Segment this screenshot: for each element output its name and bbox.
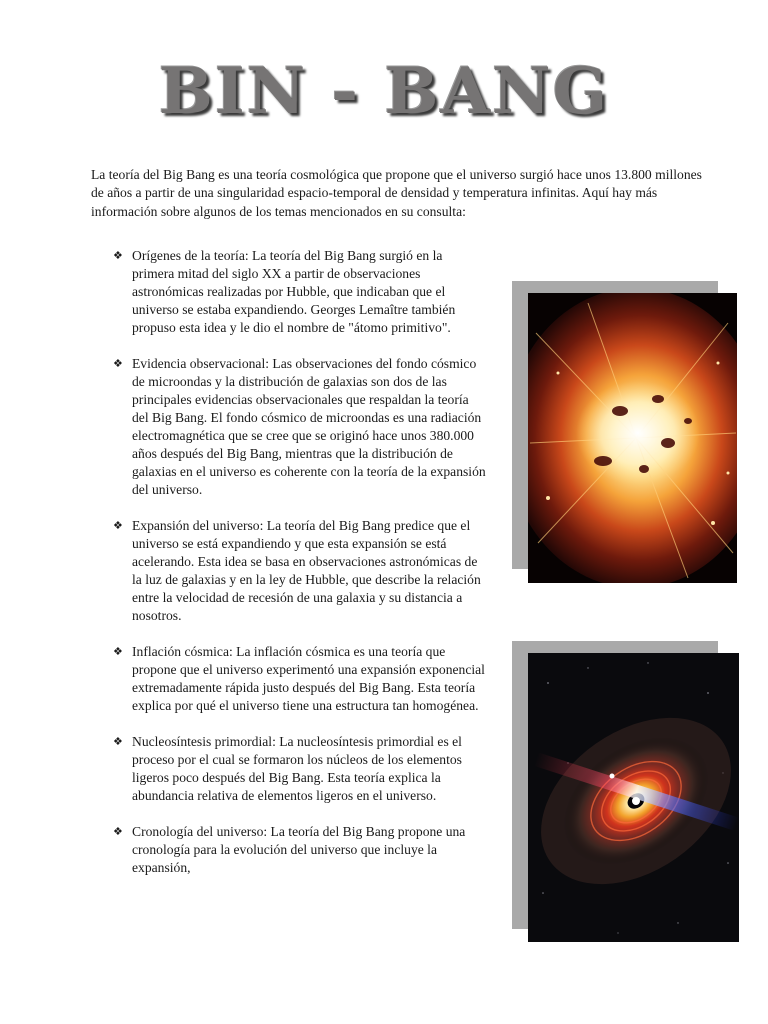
page-title: BIN - BANG	[158, 54, 610, 129]
list-item-text: Nucleosíntesis primordial: La nucleosíntesis primordial es el proceso por el cual se formaron los núcleos de los elementos ligeros poco después del Big Bang. Esta teoría explica la abundancia relativa de elementos ligeros en el universo.	[132, 734, 462, 803]
diamond-bullet-icon: ❖	[113, 826, 123, 838]
topic-list	[113, 247, 488, 895]
list-item-text: Inflación cósmica: La inflación cósmica es una teoría que propone que el universo experimentó una expansión exponencial extremadamente rápida justo después del Big Bang. Esta teoría explica por qué el universo tiene una estructura tan homogénea.	[132, 644, 485, 713]
black-hole-figure	[512, 641, 739, 943]
diamond-bullet-icon: ❖	[113, 250, 123, 262]
black-hole-accretion-disk-image	[528, 653, 739, 942]
list-item	[113, 517, 488, 625]
list-item	[113, 355, 488, 499]
list-item	[113, 823, 488, 877]
list-item-text: Orígenes de la teoría: La teoría del Big Bang surgió en la primera mitad del siglo XX a partir de observaciones astronómicas realizadas por Hubble, que indicaban que el universo se estaba expandiendo. Georges Lemaître también propuso esta idea y le dio el nombre de "átomo primitivo".	[132, 248, 456, 335]
list-item	[113, 247, 488, 337]
list-item-text: Cronología del universo: La teoría del Big Bang propone una cronología para la evolución del universo que incluye la expansión,	[132, 824, 466, 875]
intro-paragraph: La teoría del Big Bang es una teoría cosmológica que propone que el universo surgió hace unos 13.800 millones de años a partir de una singularidad espacio-temporal de densidad y temperatura infinitas. Aquí hay más información sobre algunos de los temas mencionados en su consulta:	[91, 167, 702, 219]
diamond-bullet-icon: ❖	[113, 646, 123, 658]
diamond-bullet-icon: ❖	[113, 736, 123, 748]
list-item	[113, 733, 488, 805]
list-item-text: Evidencia observacional: Las observaciones del fondo cósmico de microondas y la distribución de galaxias son dos de las principales evidencias observacionales que respaldan la teoría del Big Bang. El fondo cósmico de microondas es una radiación electromagnética que se cree que se originó hace unos 380.000 años después del Big Bang, mientras que la distribución de galaxias en el universo es coherente con la teoría de la expansión del universo.	[132, 356, 486, 497]
diamond-bullet-icon: ❖	[113, 358, 123, 370]
big-bang-explosion-image	[528, 293, 737, 583]
list-item	[113, 643, 488, 715]
big-bang-explosion-figure	[512, 281, 737, 583]
list-item-text: Expansión del universo: La teoría del Big Bang predice que el universo se está expandiendo y que esta expansión se está acelerando. Esta idea se basa en observaciones astronómicas de la luz de galaxias y en la ley de Hubble, que describe la relación entre la velocidad de recesión de una galaxia y su distancia a nosotros.	[132, 518, 481, 623]
diamond-bullet-icon: ❖	[113, 520, 123, 532]
